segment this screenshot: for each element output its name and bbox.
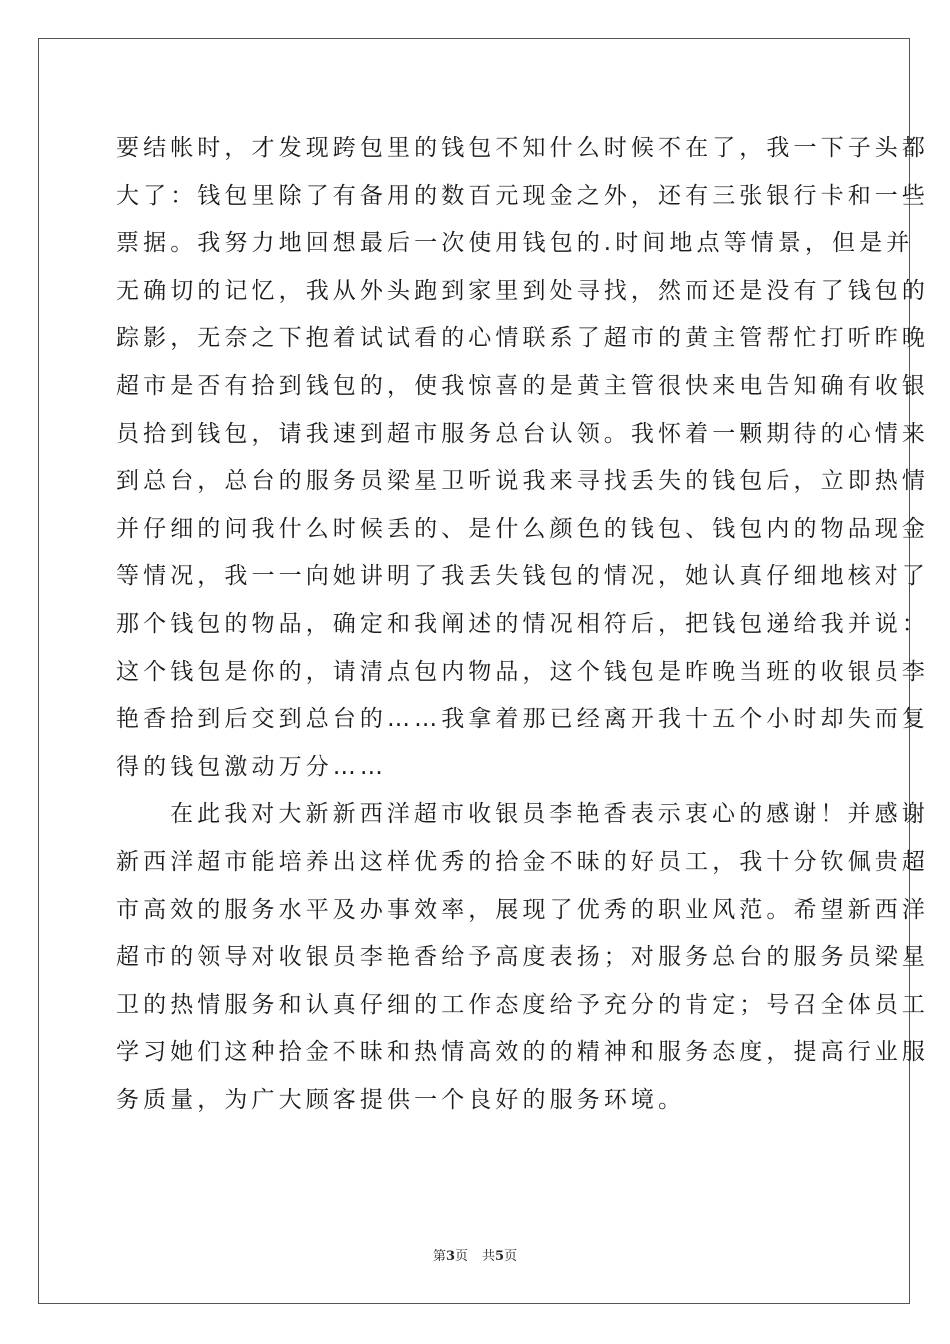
body-line: 到总台，总台的服务员梁星卫听说我来寻找丢失的钱包后，立即热情 <box>116 468 929 495</box>
body-line: 等情况，我一一向她讲明了我丢失钱包的情况，她认真仔细地核对了 <box>116 563 929 590</box>
body-line: 票据。我努力地回想最后一次使用钱包的.时间地点等情景，但是并 <box>116 230 914 257</box>
body-line: 超市是否有拾到钱包的，使我惊喜的是黄主管很快来电告知确有收银 <box>116 372 929 399</box>
body-line: 大了：钱包里除了有备用的数百元现金之外，还有三张银行卡和一些 <box>116 182 929 209</box>
body-line: 务质量，为广大顾客提供一个良好的服务环境。 <box>116 1086 686 1113</box>
footer-page-current: 3 <box>445 1249 455 1264</box>
body-line: 要结帐时，才发现跨包里的钱包不知什么时候不在了，我一下子头都 <box>116 135 929 161</box>
body-line: 在此我对大新新西洋超市收银员李艳香表示衷心的感谢！并感谢 <box>170 801 929 828</box>
body-line: 那个钱包的物品，确定和我阐述的情况相符后，把钱包递给我并说： <box>116 610 929 637</box>
footer-page-suffix: 页 <box>454 1249 468 1264</box>
body-line: 员拾到钱包，请我速到超市服务总台认领。我怀着一颗期待的心情来 <box>116 420 929 447</box>
page-footer <box>0 1245 950 1264</box>
body-line: 新西洋超市能培养出这样优秀的拾金不昧的好员工，我十分钦佩贵超 <box>116 848 929 875</box>
body-line: 无确切的记忆，我从外头跑到家里到处寻找，然而还是没有了钱包的 <box>116 277 929 304</box>
footer-total-suffix: 页 <box>504 1249 518 1264</box>
body-line: 市高效的服务水平及办事效率，展现了优秀的职业风范。希望新西洋 <box>116 896 929 923</box>
body-line: 超市的领导对收银员李艳香给予高度表扬；对服务总台的服务员梁星 <box>116 944 929 971</box>
body-line: 卫的热情服务和认真仔细的工作态度给予充分的肯定；号召全体员工 <box>116 991 929 1018</box>
body-line: 得的钱包激动万分…… <box>116 753 387 780</box>
body-line: 学习她们这种拾金不昧和热情高效的的精神和服务态度，提高行业服 <box>116 1039 929 1066</box>
body-line: 并仔细的问我什么时候丢的、是什么颜色的钱包、钱包内的物品现金 <box>116 515 929 542</box>
body-line: 踪影，无奈之下抱着试试看的心情联系了超市的黄主管帮忙打听昨晚 <box>116 325 929 352</box>
footer-page-prefix: 第 <box>432 1249 446 1264</box>
footer-total-prefix: 共 <box>482 1249 496 1264</box>
body-line: 艳香拾到后交到总台的……我拿着那已经离开我十五个小时却失而复 <box>116 706 929 733</box>
document-body <box>116 125 929 1124</box>
body-line: 这个钱包是你的，请清点包内物品，这个钱包是昨晚当班的收银员李 <box>116 658 929 685</box>
footer-page-total: 5 <box>495 1249 505 1264</box>
